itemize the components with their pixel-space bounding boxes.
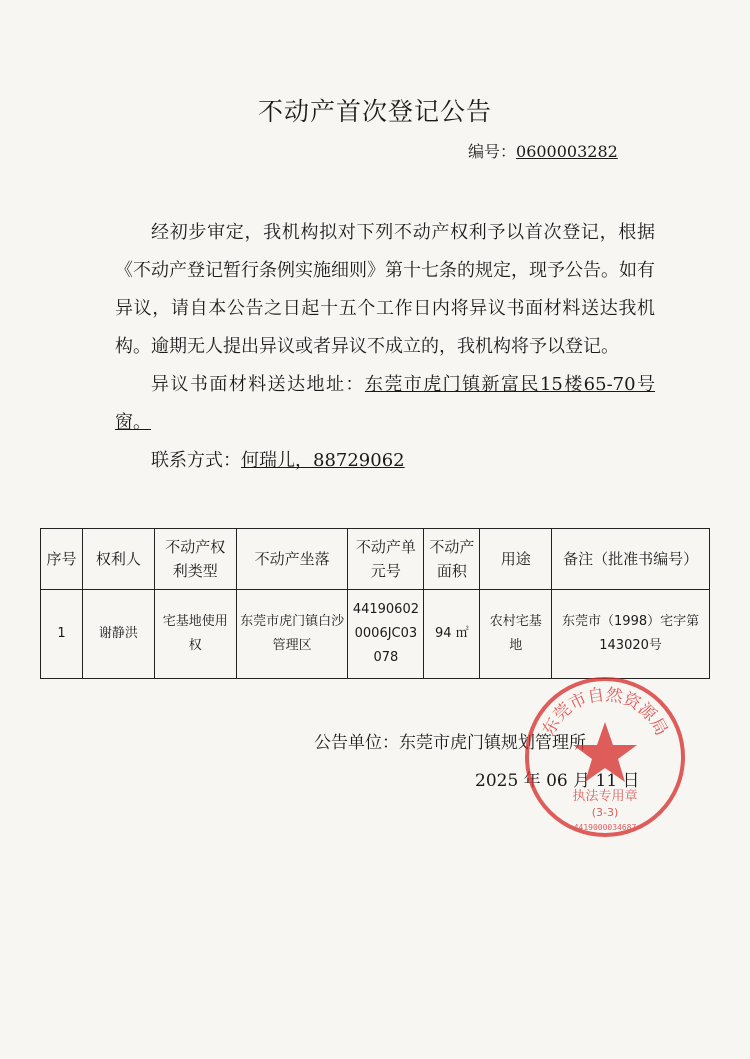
cell-index: 1 [41, 590, 83, 679]
document-number [468, 139, 618, 162]
cell-right-type: 宅基地使用权 [154, 590, 236, 679]
table-header-row [41, 529, 710, 590]
paragraph-contact [115, 442, 655, 480]
header-remarks: 备注（批准书编号） [552, 529, 710, 590]
page-title: 不动产首次登记公告 [257, 97, 492, 126]
svg-text:4419000034687: 4419000034687 [573, 823, 637, 832]
document-number-value: 0600003282 [516, 142, 618, 161]
issuing-unit: 公告单位：东莞市虎门镇规划管理所 [314, 733, 586, 753]
svg-text:(3-3): (3-3) [591, 806, 619, 819]
svg-text:执法专用章: 执法专用章 [572, 789, 638, 804]
official-seal-icon [520, 672, 690, 842]
header-location: 不动产坐落 [236, 529, 348, 590]
issue-date: 2025 年 06 月 11 日 [475, 771, 640, 791]
header-unit-no: 不动产单元号 [348, 529, 424, 590]
contact-value: 何瑞儿，88729062 [241, 450, 405, 471]
cell-usage: 农村宅基地 [480, 590, 552, 679]
header-owner: 权利人 [82, 529, 154, 590]
cell-remarks: 东莞市（1998）宅字第143020号 [552, 590, 710, 679]
contact-label: 联系方式： [151, 450, 241, 471]
seal-outer-text: 东莞市自然资源局 [538, 684, 672, 740]
cell-location: 东莞市虎门镇白沙管理区 [236, 590, 348, 679]
cell-owner: 谢静洪 [82, 590, 154, 679]
paragraph-notice: 经初步审定，我机构拟对下列不动产权利予以首次登记，根据《不动产登记暂行条例实施细则》第十七条的规定，现予公告。如有异议，请自本公告之日起十五个工作日内将异议书面材料送达我机构。逾期无人提出异议或者异议不成立的，我机构将予以登记。 [115, 222, 655, 357]
table-row [41, 590, 710, 679]
document-number-label: 编号： [468, 142, 517, 161]
registration-table [40, 528, 710, 679]
address-value: 东莞市虎门镇新富民15楼65-70号窗。 [115, 374, 656, 433]
header-area: 不动产面积 [424, 529, 480, 590]
announcement-body [115, 214, 655, 480]
cell-unit-no: 441906020006JC03078 [348, 590, 424, 679]
address-label: 异议书面材料送达地址： [151, 374, 365, 395]
cell-area: 94 ㎡ [424, 590, 480, 679]
header-right-type: 不动产权利类型 [154, 529, 236, 590]
header-usage: 用途 [480, 529, 552, 590]
paragraph-address [115, 366, 655, 442]
header-index: 序号 [41, 529, 83, 590]
